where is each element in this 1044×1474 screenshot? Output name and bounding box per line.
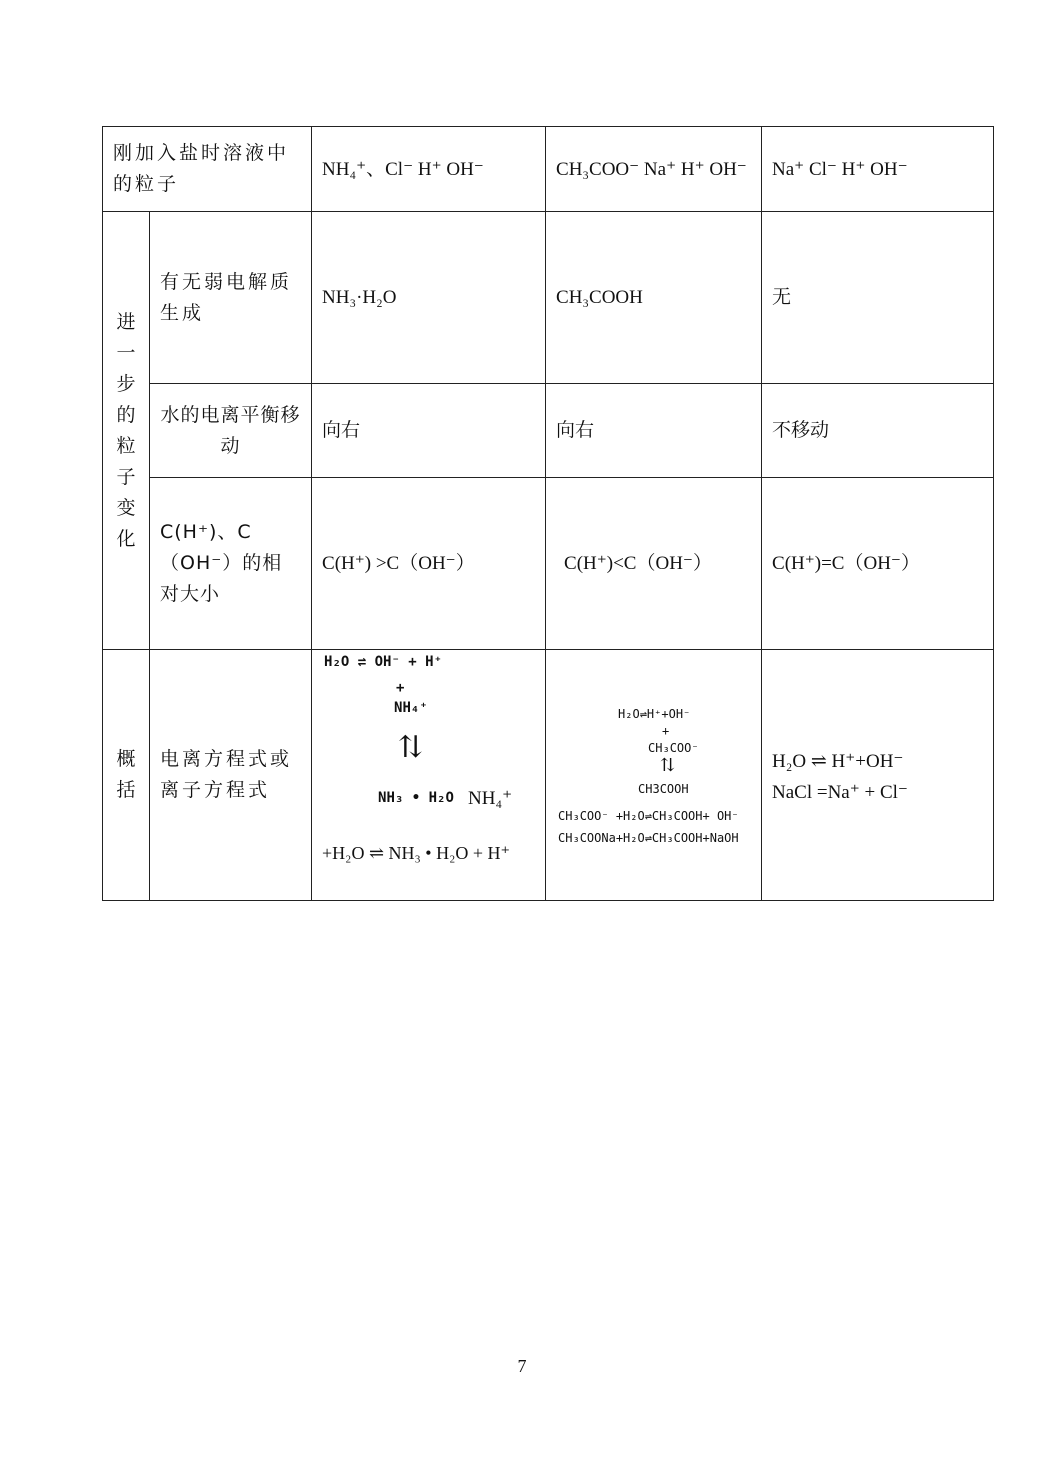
row-label-equations: 电离方程式或离子方程式	[150, 650, 312, 901]
hydrolysis-equation: +H₂O ⇌ NH₃ • H₂O + H⁺	[322, 843, 511, 863]
cell-ch3coona-water-shift: 向右	[546, 384, 762, 478]
cell-nacl-concentration: C(H⁺)=C（OH⁻）	[762, 478, 994, 650]
page-number: 7	[517, 1356, 527, 1376]
acetic-acid: CH3COOH	[638, 782, 689, 796]
table-row	[103, 127, 994, 212]
cell-nh4cl-weak-electrolyte: NH₃·H₂O	[312, 212, 546, 384]
acetate-ion: CH₃COO⁻	[648, 741, 699, 755]
table-row	[103, 650, 994, 901]
table-row	[103, 212, 994, 384]
row-label-water-equilibrium: 水的电离平衡移动	[150, 384, 312, 478]
row-label-weak-electrolyte: 有无弱电解质生成	[150, 212, 312, 384]
cell-ch3coona-equations	[546, 650, 762, 901]
cell-nh4cl-concentration: C(H⁺) >C（OH⁻）	[312, 478, 546, 650]
cell-ch3coona-weak-electrolyte: CH₃COOH	[546, 212, 762, 384]
plus-sign: +	[662, 724, 670, 738]
cell-nacl-weak-electrolyte: 无	[762, 212, 994, 384]
ammonium-ion: NH₄⁺	[394, 700, 428, 716]
group-label-further-change: 进 一 步 的 粒 子 变 化	[103, 212, 150, 650]
cell-nacl-equations	[762, 650, 994, 901]
sodium-acetate-hydrolysis-equation: CH₃COONa+H₂O⇌CH₃COOH+NaOH	[558, 831, 739, 845]
group-label-summary: 概 括	[103, 650, 150, 901]
equilibrium-arrow-icon: ⇅	[660, 755, 676, 775]
row-label-initial-particles: 刚加入盐时溶液中的粒子	[103, 127, 312, 212]
table-row	[103, 478, 994, 650]
ammonia-hydrate: NH₃ • H₂O	[378, 790, 454, 806]
cell-nh4cl-water-shift: 向右	[312, 384, 546, 478]
acetate-hydrolysis-equation: CH₃COO⁻ +H₂O⇌CH₃COOH+ OH⁻	[558, 809, 739, 823]
cell-nacl-particles: Na⁺ Cl⁻ H⁺ OH⁻	[762, 127, 994, 212]
cell-ch3coona-concentration: C(H⁺)<C（OH⁻）	[546, 478, 762, 650]
nacl-ionization-equation: NaCl =Na⁺ + Cl⁻	[772, 782, 908, 803]
equilibrium-arrow-icon: ⇅	[398, 731, 424, 764]
cell-nh4cl-equations	[312, 650, 546, 901]
cell-ch3coona-particles: CH₃COO⁻ Na⁺ H⁺ OH⁻	[546, 127, 762, 212]
row-label-relative-concentration: C(H⁺)、C（OH⁻）的相对大小	[150, 478, 312, 650]
hydrolysis-table	[102, 126, 994, 901]
ammonium-ion-label: NH₄⁺	[468, 788, 513, 809]
water-ionization-image-text: H₂O ⇌ OH⁻ + H⁺	[324, 654, 443, 670]
cell-nacl-water-shift: 不移动	[762, 384, 994, 478]
water-ionization-equation: H₂O ⇌ H⁺+OH⁻	[772, 751, 904, 772]
table-row	[103, 384, 994, 478]
plus-sign: +	[396, 680, 405, 696]
water-ionization-image-text: H₂O⇌H⁺+OH⁻	[618, 707, 691, 721]
cell-nh4cl-particles: NH₄⁺、Cl⁻ H⁺ OH⁻	[312, 127, 546, 212]
